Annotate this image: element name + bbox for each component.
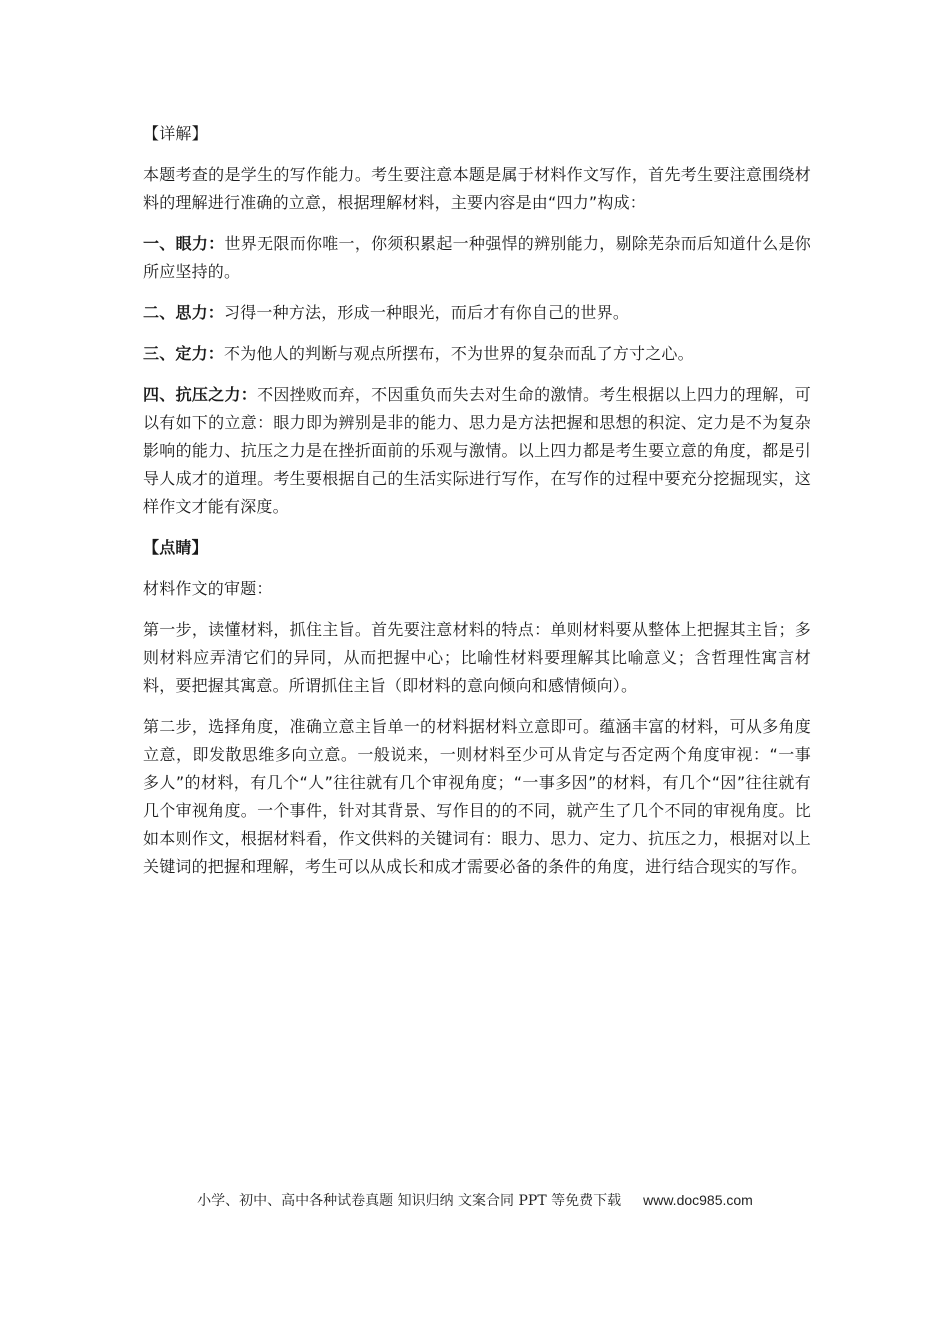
step-one-paragraph: 第一步，读懂材料，抓住主旨。首先要注意材料的特点：单则材料要从整体上把握其主旨；多则材料应弄清它们的异同，从而把握中心；比喻性材料要理解其比喻意义；含哲理性寓言材料，要把握其寓意。所谓抓住主旨（即材料的意向倾向和感情倾向）。: [143, 620, 811, 695]
point-text: 不因挫败而弃，不因重负而失去对生命的激情。考生根据以上四力的理解，可以有如下的立意：眼力即为辨别是非的能力、思力是方法把握和思想的积淀、定力是不为复杂影响的能力、抗压之力是在挫折面前的乐观与激情。以上四力都是考生要立意的角度，都是引导人成才的道理。考生要根据自己的生活实际进行写作，在写作的过程中要充分挖掘现实，这样作文才能有深度。: [143, 385, 811, 516]
document-body: [143, 120, 811, 894]
point-resilience: [143, 381, 811, 521]
detail-heading: 【详解】: [143, 124, 208, 143]
point-composure: [143, 340, 811, 368]
page-footer: [0, 1190, 950, 1210]
point-text: 世界无限而你唯一，你须积累起一种强悍的辨别能力，剔除芜杂而后知道什么是你所应坚持的。: [143, 234, 811, 281]
point-thinking: [143, 299, 811, 327]
point-label: 一、眼力：: [143, 234, 225, 253]
point-text: 不为他人的判断与观点所摆布，不为世界的复杂而乱了方寸之心。: [224, 344, 694, 363]
intro-paragraph: 本题考查的是学生的写作能力。考生要注意本题是属于材料作文写作，首先考生要注意围绕材料的理解进行准确的立意，根据理解材料，主要内容是由“四力”构成：: [143, 165, 811, 212]
point-label: 二、思力：: [143, 303, 225, 322]
point-text: 习得一种方法，形成一种眼光，而后才有你自己的世界。: [224, 303, 630, 322]
point-label: 四、抗压之力：: [143, 385, 258, 404]
tip-intro: 材料作文的审题：: [143, 579, 273, 598]
footer-text: 小学、初中、高中各种试卷真题 知识归纳 文案合同 PPT 等免费下载: [197, 1193, 622, 1209]
point-label: 三、定力：: [143, 344, 225, 363]
step-two-paragraph: 第二步，选择角度，准确立意主旨单一的材料据材料立意即可。蕴涵丰富的材料，可从多角度立意，即发散思维多向立意。一般说来，一则材料至少可从肯定与否定两个角度审视：“一事多人”的材料，有几个“人”往往就有几个审视角度；“一事多因”的材料，有几个“因”往往就有几个审视角度。一个事件，针对其背景、写作目的的不同，就产生了几个不同的审视角度。比如本则作文，根据材料看，作文供料的关键词有：眼力、思力、定力、抗压之力，根据对以上关键词的把握和理解，考生可以从成长和成才需要必备的条件的角度，进行结合现实的写作。: [143, 717, 811, 876]
point-eyesight: [143, 230, 811, 286]
footer-url[interactable]: www.doc985.com: [643, 1192, 753, 1208]
tip-heading: 【点睛】: [143, 538, 208, 557]
